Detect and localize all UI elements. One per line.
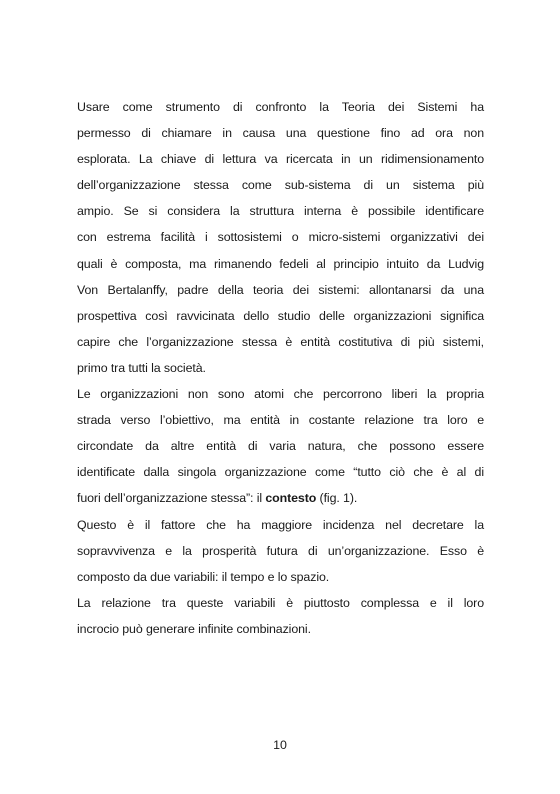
text-line: Usare come strumento di confronto la Teoria dei Sistemi ha	[77, 100, 484, 114]
text-line: con estrema facilità i sottosistemi o micro-sistemi organizzativi dei	[77, 230, 484, 245]
text-line: composto da due variabili: il tempo e lo spazio.	[77, 569, 330, 584]
text-line: circondate da altre entità di varia natura, che possono essere	[77, 439, 484, 454]
text-line: sopravvivenza e la prosperità futura di un’organizzazione. Esso è	[77, 543, 484, 558]
text-line: Von Bertalanffy, padre della teoria dei sistemi: allontanarsi da una	[77, 282, 484, 297]
figure-reference: (fig. 1).	[316, 491, 358, 506]
text-line	[77, 485, 484, 511]
text-line: Questo è il fattore che ha maggiore incidenza nel decretare la	[77, 517, 484, 532]
text-line: quali è composta, ma rimanendo fedeli al principio intuito da Ludvig	[77, 256, 484, 271]
text-line: permesso di chiamare in causa una questione fino ad ora non	[77, 126, 484, 141]
text-line: incrocio può generare infinite combinazioni.	[77, 621, 311, 636]
text-line: strada verso l’obiettivo, ma entità in costante relazione tra loro e	[77, 413, 484, 428]
page-number: 10	[273, 738, 287, 752]
text-line: prospettiva così ravvicinata dello studio delle organizzazioni significa	[77, 308, 484, 323]
text-line: Le organizzazioni non sono atomi che percorrono liberi la propria	[77, 387, 484, 402]
paragraph-2	[77, 381, 484, 511]
text-line: esplorata. La chiave di lettura va ricercata in un ridimensionamento	[77, 152, 484, 167]
text-line: capire che l’organizzazione stessa è entità costitutiva di più sistemi,	[77, 334, 484, 349]
body-text	[77, 94, 484, 642]
text-line: identificate dalla singola organizzazione come “tutto ciò che è al di	[77, 465, 484, 480]
text-line: dell’organizzazione stessa come sub-sistema di un sistema più	[77, 178, 484, 193]
text-line: primo tra tutti la società.	[77, 360, 206, 375]
text-line: ampio. Se si considera la struttura interna è possibile identificare	[77, 204, 484, 219]
paragraph-3	[77, 512, 484, 590]
keyword-contesto: contesto	[265, 491, 317, 506]
paragraph-4	[77, 590, 484, 642]
text-segment: fuori dell’organizzazione stessa”: il	[77, 491, 266, 506]
paragraph-1	[77, 94, 484, 381]
text-line: La relazione tra queste variabili è piuttosto complessa e il loro	[77, 595, 484, 610]
